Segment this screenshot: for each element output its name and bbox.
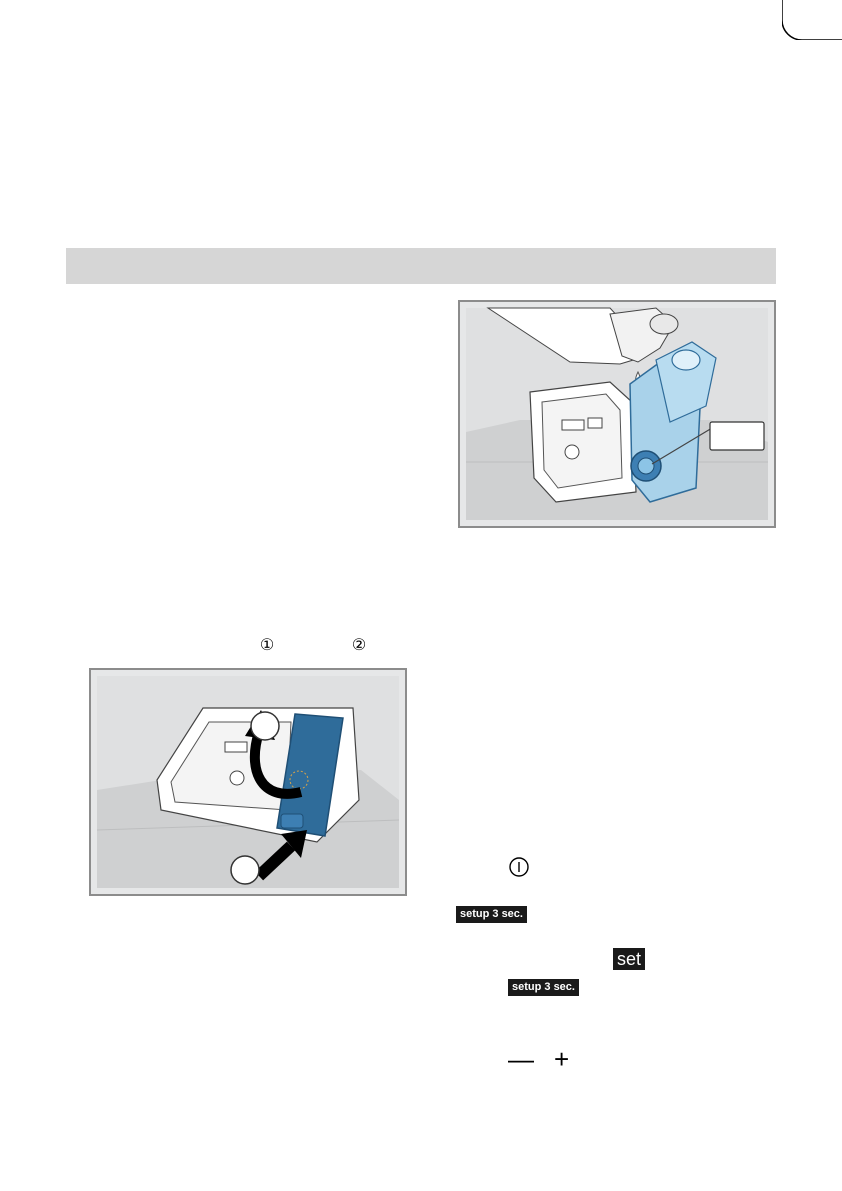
power-button-icon	[508, 856, 530, 878]
step-marker-1: ①	[259, 637, 275, 654]
minus-button-symbol: —	[508, 1044, 534, 1074]
dispenser-lid-illustration	[91, 670, 405, 894]
step-circle-1	[251, 712, 279, 740]
callout-box	[710, 422, 764, 450]
plus-button-symbol: +	[554, 1044, 570, 1074]
page-tab-marker	[782, 0, 842, 40]
rinse-aid-illustration	[460, 302, 774, 526]
setup-3-sec-badge: setup 3 sec.	[456, 906, 527, 923]
section-header-bar	[66, 248, 776, 284]
figure-open-dispenser-lid	[89, 668, 407, 896]
set-badge: set	[613, 948, 645, 970]
step-circle-2	[231, 856, 259, 884]
setup-3-sec-badge-second: setup 3 sec.	[508, 979, 579, 996]
step-marker-2: ②	[351, 637, 367, 654]
figure-rinse-aid-filling	[458, 300, 776, 528]
